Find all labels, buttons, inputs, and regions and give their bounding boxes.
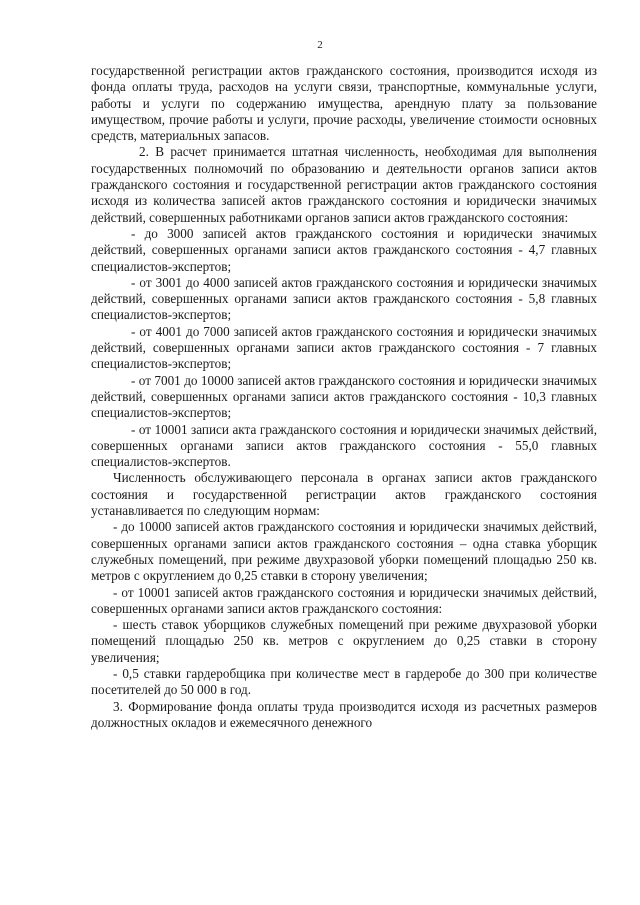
list-item-7001-10000: - от 7001 до 10000 записей актов гражданского состояния и юридически значимых действий, совершенных органами записи актов гражданского состояния - 10,3 главных специалистов-экспертов;	[91, 372, 597, 421]
list-item-up-to-3000: - до 3000 записей актов гражданского состояния и юридически значимых действий, совершенных органами записи актов гражданского состояния - 4,7 главных специалистов-экспертов;	[91, 225, 597, 274]
paragraph-service-staff: Численность обслуживающего персонала в органах записи актов гражданского состояния и государственной регистрации актов гражданского состояния устанавливается по следующим нормам:	[91, 470, 597, 519]
list-item-3001-4000: - от 3001 до 4000 записей актов гражданского состояния и юридически значимых действий, совершенных органами записи актов гражданского состояния - 5,8 главных специалистов-экспертов;	[91, 274, 597, 323]
document-body	[91, 63, 597, 731]
paragraph-item-2-staffing: 2. В расчет принимается штатная численность, необходимая для выполнения государственных полномочий по образованию и деятельности органов записи актов гражданского состояния и государственной регистрации актов гражданского состояния исходя из количества записей актов гражданского состояния и юридически значимых действий, совершенных работниками органов записи актов гражданского состояния:	[91, 144, 597, 225]
paragraph-expenses-continuation: государственной регистрации актов гражданского состояния, производится исходя из фонда оплаты труда, расходов на услуги связи, транспортные, коммунальные услуги, работы и услуги по содержанию имущества, арендную плату за пользование имуществом, прочие работы и услуги, прочие расходы, увеличение стоимости основных средств, материальных запасов.	[91, 63, 597, 144]
list-item-4001-7000: - от 4001 до 7000 записей актов гражданского состояния и юридически значимых действий, совершенных органами записи актов гражданского состояния - 7 главных специалистов-экспертов;	[91, 323, 597, 372]
list-item-service-from-10001: - от 10001 записей актов гражданского состояния и юридически значимых действий, совершенных органами записи актов гражданского состояния:	[91, 584, 597, 616]
list-item-service-up-to-10000: - до 10000 записей актов гражданского состояния и юридически значимых действий, совершенных органами записи актов гражданского состояния – одна ставка уборщик служебных помещений, при режиме двухразовой уборки помещений площадью 250 кв. метров с округлением до 0,25 ставки в сторону увеличения;	[91, 519, 597, 584]
paragraph-item-3-payroll: 3. Формирование фонда оплаты труда производится исходя из расчетных размеров должностных окладов и ежемесячного денежного	[91, 698, 597, 730]
list-item-cleaners: - шесть ставок уборщиков служебных помещений при режиме двухразовой уборки помещений площадью 250 кв. метров с округлением до 0,25 ставки в сторону увеличения;	[91, 617, 597, 665]
list-item-from-10001: - от 10001 записи акта гражданского состояния и юридически значимых действий, совершенных органами записи актов гражданского состояния - 55,0 главных специалистов-экспертов.	[91, 421, 597, 470]
page-number: 2	[317, 39, 323, 51]
list-item-cloakroom: - 0,5 ставки гардеробщика при количестве мест в гардеробе до 300 при количестве посетителей до 50 000 в год.	[91, 665, 597, 698]
